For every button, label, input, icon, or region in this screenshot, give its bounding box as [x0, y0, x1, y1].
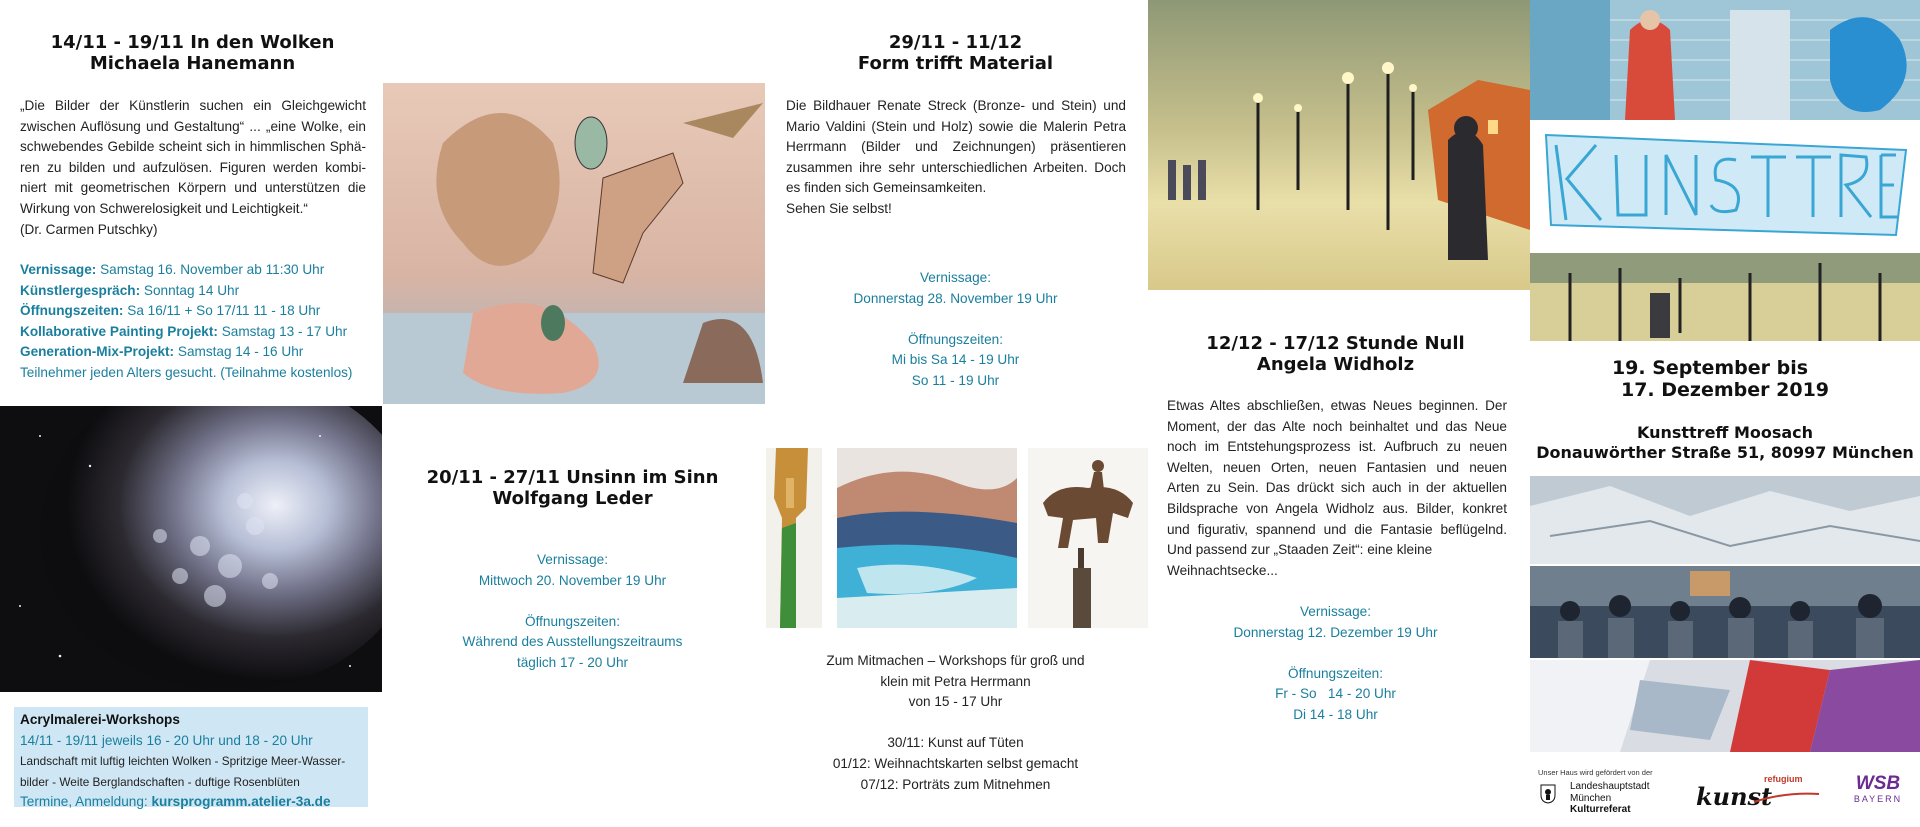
crumpled-art-image	[1530, 660, 1920, 752]
workshop-date-2: 01/12: Weihnachtskarten selbst gemacht	[832, 755, 1079, 771]
workshop-title: Acrylmalerei-Workshops	[20, 712, 180, 727]
form-text: Die Bildhauer Renate Streck (Bronze- und Stein) und Mario Valdini (Stein und Holz) sowie die Malerin Petra Herrmann (Bilder und Zeichnungen) präsentieren zusammen ihre sehr unterschiedlichen Arbeiten. Doch es finden sich Gemeinsamkeiten. Sehen Sie selbst!	[786, 98, 1126, 216]
cover-venue: Kunsttreff Moosach Donauwörther Straße 51, 80997 München	[1536, 423, 1914, 462]
sponsor-block	[1536, 766, 1916, 824]
wolken-title: 14/11 - 19/11 In den Wolken Michaela Hanemann	[50, 32, 335, 74]
street-painting-image	[1148, 0, 1530, 290]
workshop-contact: Termine, Anmeldung: kursprogramm.atelier-3a.de	[20, 794, 331, 810]
audience-photo-image	[1530, 566, 1920, 658]
city-text: Landeshauptstadt München Kulturreferat	[1570, 781, 1650, 815]
wsb-logo: WSB BAYERN	[1853, 773, 1903, 804]
unsinn-info: Vernissage: Mittwoch 20. November 19 Uhr Öffnungszeiten: Während des Ausstellungszeitraums täglich 17 - 20 Uhr	[462, 552, 683, 670]
wood-sculpture-image	[766, 448, 822, 628]
workshop-date-1: 30/11: Kunst auf Tüten	[887, 735, 1024, 751]
event-vernissage: Vernissage: Samstag 16. November ab 11:30 Uhr	[20, 262, 325, 277]
null-info: Vernissage: Donnerstag 12. Dezember 19 Uhr Öffnungszeiten: Fr - So 14 - 20 Uhr Di 14 - 18 Uhr	[1233, 604, 1438, 722]
mural-photo-image	[1530, 0, 1920, 120]
sponsor-note: Unser Haus wird gefördert von der	[1538, 768, 1653, 777]
null-title: 12/12 - 17/12 Stunde Null Angela Widholz	[1206, 333, 1465, 375]
logo-text	[1536, 125, 1537, 126]
wolken-quote: „Die Bilder der Künstlerin suchen ein Gleichgewicht zwischen Auflösung und Gestaltung“ ... „eine Wolke, ein schwebendes Gebilde scheint sich in himmlischen Sphä- ren zu bilden und aufzulösen. Figuren werden kombi- niert mit geometrischen Körpern und unterstützen die Wirkung von Schwerelosigkeit und Leichtigkeit.“ (Dr. Carmen Putschky)	[20, 96, 366, 240]
workshop-desc-2: bilder - Weite Berglandschaften - duftige Rosenblüten	[20, 774, 300, 789]
form-title: 29/11 - 11/12 Form trifft Material	[857, 32, 1054, 74]
kunsttreff-logo	[1536, 125, 1916, 245]
workshop-box	[14, 707, 368, 810]
form-workshops: Zum Mitmachen – Workshops für groß und klein mit Petra Herrmann von 15 - 17 Uhr 30/11: Kunst auf Tüten 01/12: Weihnachtskarten selbst gemacht 07/12: Porträts zum Mitnehmen	[783, 651, 1128, 795]
lamps-painting-image	[1530, 253, 1920, 341]
surreal-painting-image	[383, 83, 765, 404]
quote-author: (Dr. Carmen Putschky)	[20, 221, 158, 237]
participants-note: Teilnehmer jeden Alters gesucht. (Teilnahme kostenlos)	[20, 364, 353, 380]
unsinn-title: 20/11 - 27/11 Unsinn im Sinn Wolfgang Leder	[426, 467, 719, 509]
workshop-desc-1: Landschaft mit luftig leichten Wolken - Spritzige Meer-Wasser-	[20, 754, 346, 769]
event-kuenstlergespraech: Künstlergespräch: Sonntag 14 Uhr	[20, 282, 240, 298]
abstract-painting-image	[837, 448, 1017, 628]
workshop-date-3: 07/12: Porträts zum Mitnehmen	[860, 776, 1051, 792]
event-generation-mix: Generation-Mix-Projekt: Samstag 14 - 16 Uhr	[20, 344, 304, 360]
workshop-link[interactable]: kursprogramm.atelier-3a.de	[151, 794, 331, 810]
paper-art-image	[1530, 476, 1920, 564]
event-oeffnungszeiten: Öffnungszeiten: Sa 16/11 + So 17/11 11 - 18 Uhr	[20, 303, 321, 319]
event-painting-projekt: Kollaborative Painting Projekt: Samstag 13 - 17 Uhr	[20, 323, 348, 339]
cover-dates: 19. September bis 17. Dezember 2019	[1611, 357, 1830, 401]
workshop-times: 14/11 - 19/11 jeweils 16 - 20 Uhr und 18 - 20 Uhr	[20, 732, 313, 748]
bronze-sculpture-image	[1028, 448, 1148, 628]
kunst-refugium-logo: kunst refugium	[1694, 772, 1824, 812]
cloud-painting-image	[0, 406, 382, 692]
munich-crest-icon	[1540, 784, 1556, 804]
form-info: Vernissage: Donnerstag 28. November 19 Uhr Öffnungszeiten: Mi bis Sa 14 - 19 Uhr So 11 - 19 Uhr	[853, 270, 1058, 388]
null-text: Etwas Altes abschließen, etwas Neues beginnen. Der Moment, der das Alte noch beinhaltet und das Neue noch im Entstehungsprozess ist. Aufbruch zu neuen Welten, neuen Orten, neuen Fantasien und neuen Arten zu Sein. Das drückt sich auch in der aktuellen Bildsprache von Angela Widholz aus. Bilder, konkret und figurativ, spannend und die Fantasie beflügelnd. Und passend zur „Staaden Zeit“: eine kleine Weihnachtsecke...	[1167, 398, 1507, 578]
wolken-events	[20, 260, 370, 384]
